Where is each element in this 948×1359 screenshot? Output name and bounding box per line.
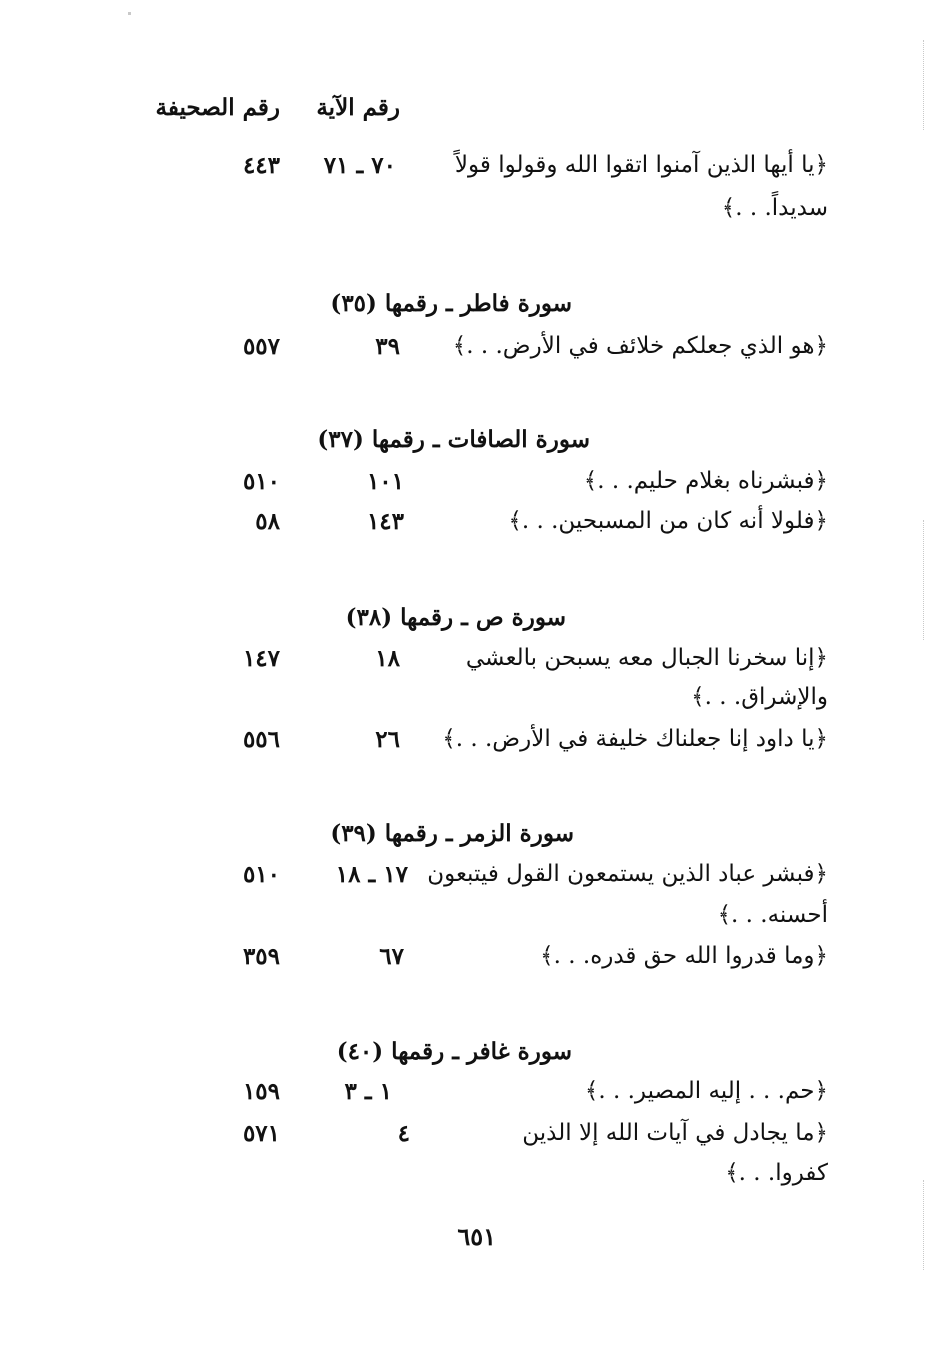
scan-edge-line-1 <box>923 40 924 130</box>
page-reference: ٥٧١ <box>242 1120 280 1147</box>
surah-heading: سورة الزمر ـ رقمها (٣٩) <box>330 820 574 847</box>
verse-number: ١٧ ـ ١٨ <box>335 861 408 888</box>
page-number: ٦٥١ <box>457 1222 496 1251</box>
page-reference: ٥٨ <box>255 508 280 535</box>
page-reference: ٤٤٣ <box>242 152 280 179</box>
verse-number: ٢٦ <box>375 726 400 753</box>
verse-text: ﴿إنا سخرنا الجبال معه يسبحن بالعشي <box>465 645 828 671</box>
verse-text-continued: والإشراق. . .﴾ <box>691 684 828 710</box>
surah-heading: سورة الصافات ـ رقمها (٣٧) <box>317 426 590 453</box>
verse-text: ﴿فلولا أنه كان من المسبحين. . .﴾ <box>508 508 828 534</box>
verse-number: ٦٧ <box>379 943 404 970</box>
verse-number: ١ ـ ٣ <box>344 1078 392 1105</box>
page-reference: ٥١٠ <box>242 468 280 495</box>
scan-edge-line-2 <box>923 520 924 640</box>
verse-text-continued: كفروا. . .﴾ <box>725 1160 828 1186</box>
verse-text: ﴿يا داود إنا جعلناك خليفة في الأرض. . .﴾ <box>442 726 828 752</box>
verse-number: ١٨ <box>375 645 400 672</box>
page-reference: ٥٥٦ <box>242 726 280 753</box>
verse-text-continued: أحسنه. . .﴾ <box>717 902 828 928</box>
surah-heading: سورة ص ـ رقمها (٣٨) <box>345 604 566 631</box>
verse-number: ٤ <box>397 1120 410 1147</box>
verse-text: ﴿هو الذي جعلكم خلائف في الأرض. . .﴾ <box>452 333 828 359</box>
verse-text: ﴿فبشر عباد الذين يستمعون القول فيتبعون <box>427 861 828 887</box>
page-reference: ٥١٠ <box>242 861 280 888</box>
page-reference: ١٥٩ <box>242 1078 280 1105</box>
verse-text: ﴿وما قدروا الله حق قدره. . .﴾ <box>540 943 828 969</box>
page-reference: ٣٥٩ <box>242 943 280 970</box>
surah-heading: سورة فاطر ـ رقمها (٣٥) <box>330 290 572 317</box>
page-reference: ١٤٧ <box>242 645 280 672</box>
surah-heading: سورة غافر ـ رقمها (٤٠) <box>336 1038 572 1065</box>
verse-number: ١٤٣ <box>366 508 404 535</box>
page-reference: ٥٥٧ <box>242 333 280 360</box>
header-page-number-label: رقم الصحيفة <box>155 94 280 121</box>
verse-number: ٧٠ ـ ٧١ <box>323 152 396 179</box>
verse-text: ﴿فبشرناه بغلام حليم. . .﴾ <box>583 468 828 494</box>
verse-number: ١٠١ <box>366 468 404 495</box>
verse-text: ﴿ما يجادل في آيات الله إلا الذين <box>522 1120 828 1146</box>
verse-number: ٣٩ <box>375 333 400 360</box>
header-verse-number-label: رقم الآية <box>316 94 400 121</box>
scan-edge-line-3 <box>923 1180 924 1270</box>
verse-text: ﴿يا أيها الذين آمنوا اتقوا الله وقولوا قولاً <box>454 152 828 178</box>
verse-text-continued: سديداً. . .﴾ <box>721 195 828 221</box>
verse-text: ﴿حم. . . إليه المصير. . .﴾ <box>584 1078 828 1104</box>
scan-dot <box>128 12 131 15</box>
